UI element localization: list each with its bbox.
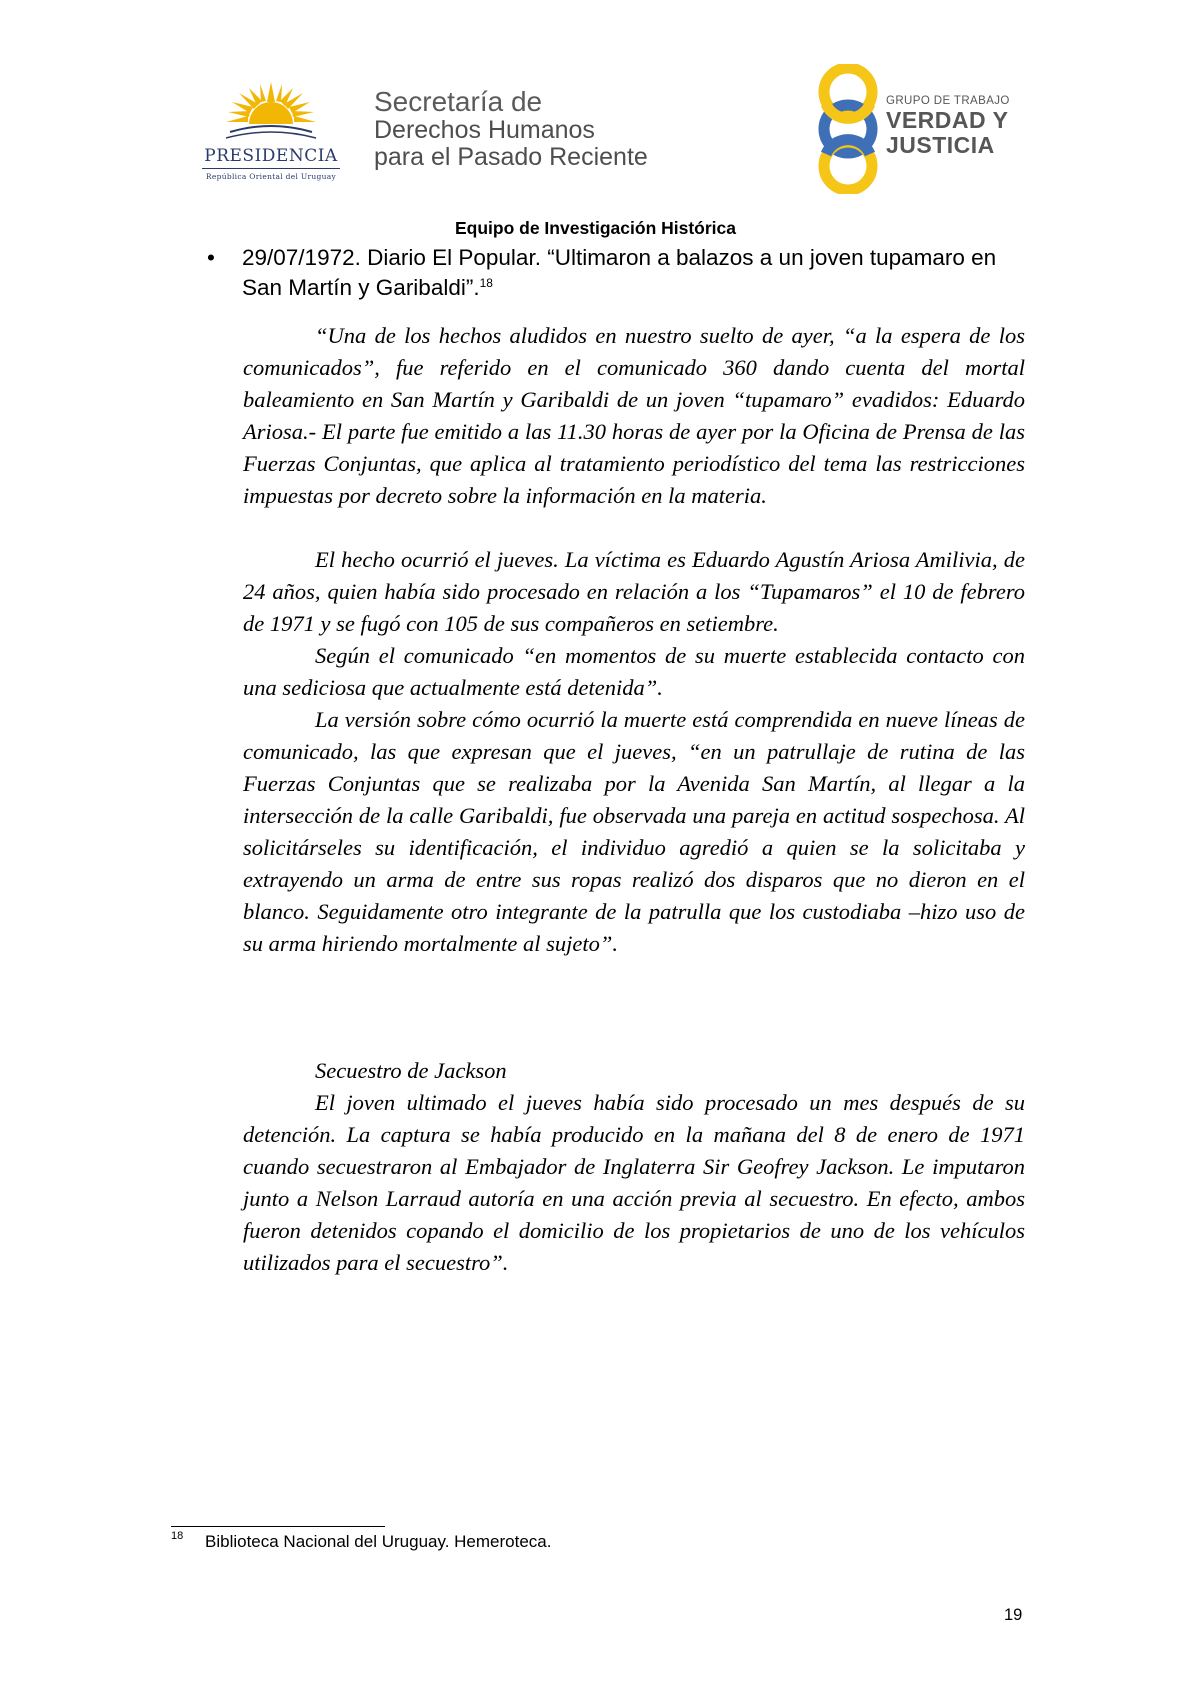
secretaria-line1: Secretaría de: [374, 86, 543, 117]
entry-text-block: [242, 243, 1026, 303]
page-number: 19: [1004, 1606, 1023, 1624]
secretaria-logo: [374, 88, 694, 171]
sun-icon: [224, 80, 318, 144]
footnote-divider: [171, 1526, 385, 1527]
presidencia-divider: [202, 168, 340, 169]
linked-rings-icon: [810, 64, 886, 194]
footnote-text: Biblioteca Nacional del Uruguay. Hemeroteca.: [205, 1532, 552, 1551]
entry-text: 29/07/1972. Diario El Popular. “Ultimaron a balazos a un joven tupamaro en San Martín y Garibaldi”.: [242, 245, 997, 300]
verdad-justicia-logo: [810, 64, 1030, 194]
team-title: Equipo de Investigación Histórica: [454, 218, 737, 238]
quote-subheading: Secuestro de Jackson: [315, 1058, 507, 1083]
grupo-line3: JUSTICIA: [886, 132, 995, 158]
grupo-line1: GRUPO DE TRABAJO: [886, 95, 1010, 107]
quote-paragraph-2: El hecho ocurrió el jueves. La víctima es Eduardo Agustín Ariosa Amilivia, de 24 años, quien había sido procesado en relación a los “Tupamaros” el 10 de febrero de 1971 y se fugó con 105 de sus compañeros en setiembre.: [243, 547, 1025, 636]
presidencia-name: PRESIDENCIA: [204, 146, 338, 166]
quote-block-3: [243, 1055, 1025, 1279]
grupo-line2: VERDAD Y: [886, 107, 1009, 133]
verdad-justicia-text: [886, 94, 1010, 158]
footnote-reference[interactable]: 18: [479, 276, 493, 290]
bullet-icon: •: [207, 245, 215, 270]
quote-paragraph-3: Según el comunicado “en momentos de su muerte establecida contacto con una sediciosa que actualmente está detenida”.: [243, 643, 1025, 700]
secretaria-line3: para el Pasado Reciente: [374, 143, 648, 171]
page-header: [0, 58, 1191, 198]
quote-paragraph-1: “Una de los hechos aludidos en nuestro suelto de ayer, “a la espera de los comunicados”, fue referido en el comunicado 360 dando cuenta del mortal baleamiento en San Martín y Garibaldi de un joven “tupamaro” evadidos: Eduardo Ariosa.- El parte fue emitido a las 11.30 horas de ayer por la Oficina de Prensa de las Fuerzas Conjuntas, que aplica al tratamiento periodístico del tema las restricciones impuestas por decreto sobre la información en la materia.: [243, 323, 1025, 508]
quote-block-1: [243, 320, 1025, 512]
quote-block-2: [243, 544, 1025, 960]
quote-paragraph-4: La versión sobre cómo ocurrió la muerte está comprendida en nueve líneas de comunicado, las que expresan que el jueves, “en un patrullaje de rutina de las Fuerzas Conjuntas que se realizaba por la Avenida San Martín, al llegar a la intersección de la calle Garibaldi, fue observada una pareja en actitud sospechosa. Al solicitárseles su identificación, el individuo agredió a quien se la solicitaba y extrayendo un arma de entre sus ropas realizó dos disparos que no dieron en el blanco. Seguidamente otro integrante de la patrulla que los custodiaba –hizo uso de su arma hiriendo mortalmente al sujeto”.: [243, 707, 1025, 956]
quote-paragraph-5: El joven ultimado el jueves había sido procesado un mes después de su detención. La captura se había producido en la mañana del 8 de enero de 1971 cuando secuestraron al Embajador de Inglaterra Sir Geofrey Jackson. Le imputaron junto a Nelson Larraud autoría en una acción previa al secuestro. En efecto, ambos fueron detenidos copando el domicilio de los propietarios de uno de los vehículos utilizados para el secuestro”.: [243, 1090, 1025, 1275]
footnote-number: 18: [171, 1530, 184, 1542]
presidencia-logo: [196, 80, 346, 200]
presidencia-subtitle: República Oriental del Uruguay: [205, 172, 337, 181]
secretaria-line2: Derechos Humanos: [374, 116, 595, 144]
